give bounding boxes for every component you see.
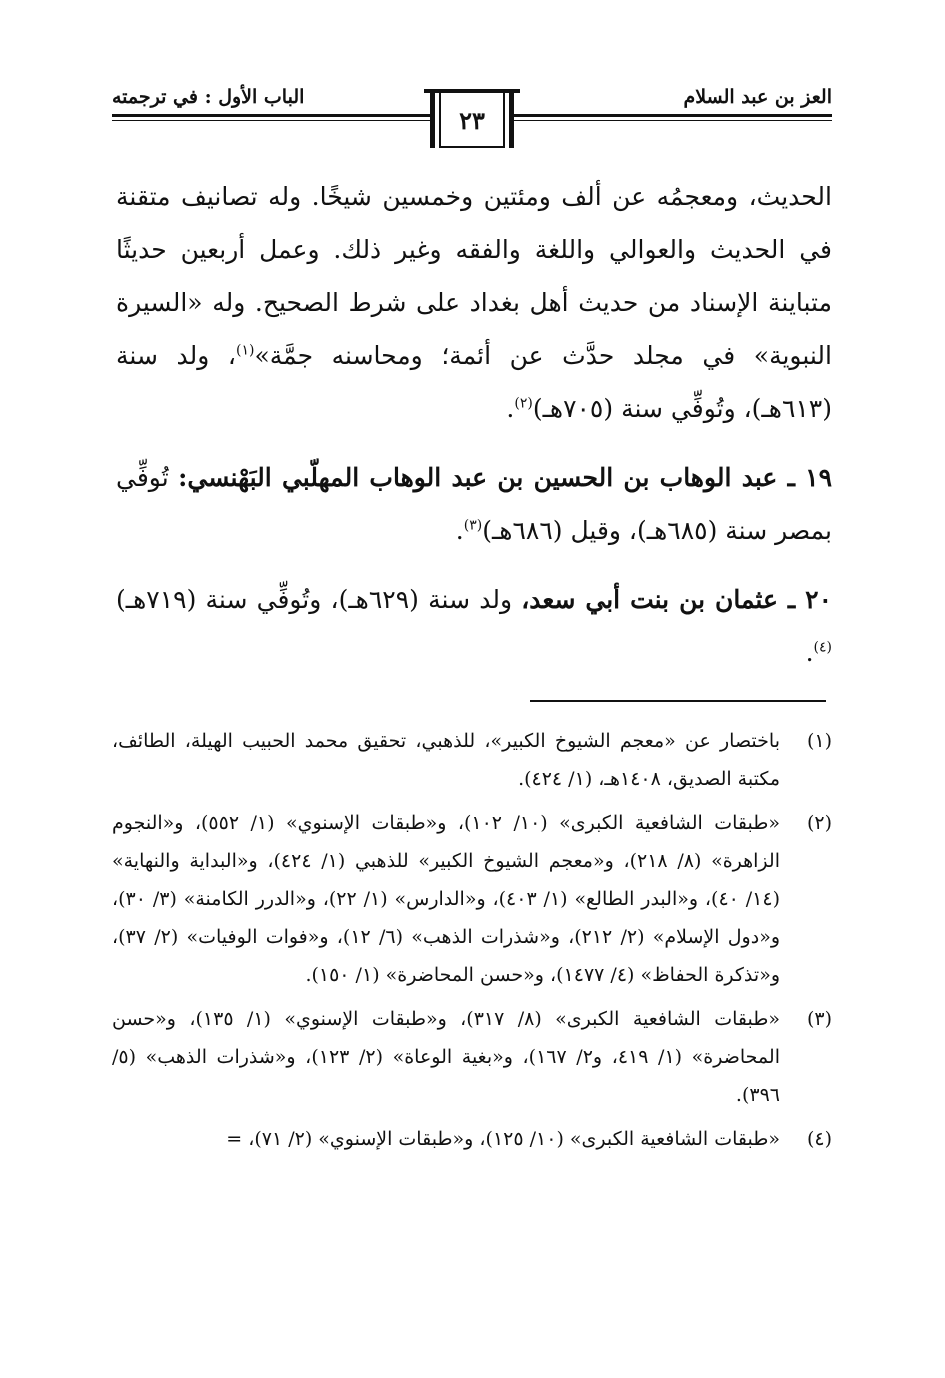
entry-19 (116, 451, 832, 557)
entry-text: ولد سنة (٦٢٩هـ)، وتُوفِّي سنة (٧١٩هـ) (116, 585, 522, 614)
entry-heading: ١٩ ـ عبد الوهاب بن الحسين بن عبد الوهاب المهلّبي البَهْنسي: (178, 463, 833, 492)
paragraph-text: ، ولد سنة (٦١٣هـ)، وتُوفِّي سنة (٧٠٥هـ) (116, 341, 832, 423)
entry-text: تُوفِّي بمصر سنة (٦٨٥هـ)، وقيل (٦٨٦هـ) (116, 463, 832, 545)
page-number: ٢٣ (459, 106, 485, 135)
footnote-text: «طبقات الشافعية الكبرى» (٨/ ٣١٧)، و«طبقات الإسنوي» (١/ ١٣٥)، و«حسن المحاضرة» (١/ ٤١٩، و٢/ ١٦٧)، و«بغية الوعاة» (٢/ ١٢٣)، و«شذرات الذهب» (٥/ ٣٩٦). (112, 1008, 780, 1106)
entry-heading: ٢٠ ـ عثمان بن بنت أبي سعد، (521, 585, 832, 614)
paragraph-text: الحديث، ومعجمُه عن ألف ومئتين وخمسين شيخًا. وله تصانيف متقنة في الحديث والعوالي واللغة والفقه وغير ذلك. وعمل أربعين حديثًا متباينة الإسناد من حديث أهل بغداد على شرط الصحيح. وله «السيرة النبوية» في مجلد حدَّث عن أئمة؛ ومحاسنه جمَّة» (116, 182, 832, 370)
footnote-number: (١) (806, 730, 832, 752)
book-title: العز بن عبد السلام (683, 86, 832, 108)
entry-end: . (455, 516, 464, 545)
footnote (112, 1120, 832, 1158)
footnote-number: (٤) (806, 1128, 832, 1150)
footnote-number: (٢) (806, 812, 832, 834)
footnotes (112, 722, 832, 1164)
paragraph-end: . (506, 394, 515, 423)
paragraph-continuation (116, 170, 832, 435)
footnote-text: «طبقات الشافعية الكبرى» (١٠/ ١٢٥)، و«طبقات الإسنوي» (٢/ ٧١)، = (226, 1128, 780, 1150)
entry-20 (116, 573, 832, 679)
footnote-number: (٣) (806, 1008, 832, 1030)
footnote-ref[interactable]: (٤) (813, 639, 832, 656)
chapter-title: الباب الأول : في ترجمته (112, 86, 305, 108)
entry-end: . (805, 638, 814, 667)
frame-top-bar (424, 89, 520, 93)
footnote (112, 722, 832, 798)
page-header (112, 84, 832, 154)
footnote (112, 1000, 832, 1114)
footnote-ref[interactable]: (١) (235, 342, 255, 359)
main-text (116, 170, 832, 679)
page-number-frame (430, 92, 514, 148)
footnote-ref[interactable]: (٣) (463, 517, 483, 534)
footnote-ref[interactable]: (٢) (514, 395, 533, 412)
footnote (112, 804, 832, 994)
footnote-text: «طبقات الشافعية الكبرى» (١٠/ ١٠٢)، و«طبقات الإسنوي» (١/ ٥٥٢)، و«النجوم الزاهرة» (٨/ ٢١٨)، و«معجم الشيوخ الكبير» للذهبي (١/ ٤٢٤)، و«البداية والنهاية» (١٤/ ٤٠)، و«البدر الطالع» (١/ ٤٠٣)، و«الدارس» (١/ ٢٢)، و«الدرر الكامنة» (٣/ ٣٠)، و«دول الإسلام» (٢/ ٢١٢)، و«شذرات الذهب» (٦/ ١٢)، و«فوات الوفيات» (٢/ ٣٧)، و«تذكرة الحفاظ» (٤/ ١٤٧٧)، و«حسن المحاضرة» (١/ ١٥٠). (112, 812, 780, 986)
footnote-separator (530, 700, 826, 702)
footnote-text: باختصار عن «معجم الشيوخ الكبير»، للذهبي، تحقيق محمد الحبيب الهيلة، الطائف، مكتبة الصديق، ١٤٠٨هـ، (١/ ٤٢٤). (112, 730, 780, 790)
